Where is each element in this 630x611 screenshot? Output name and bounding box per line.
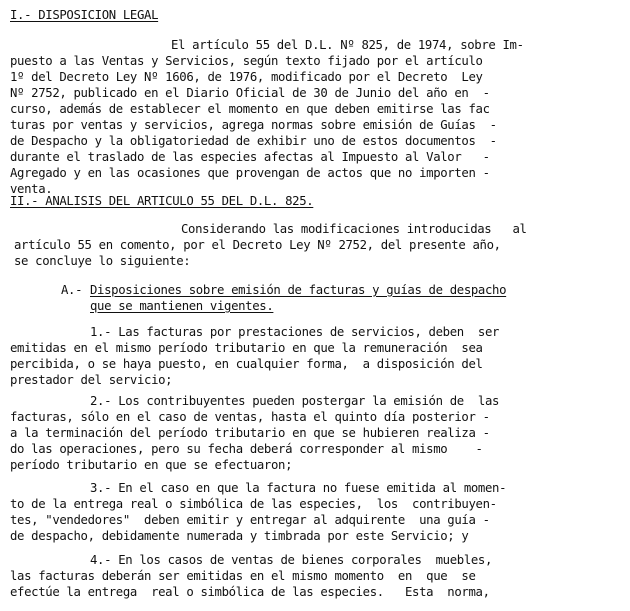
text-line: 1.- Las facturas por prestaciones de servicios, deben ser <box>90 325 500 339</box>
section-heading-analysis: II.- ANALISIS DEL ARTICULO 55 DEL D.L. 825. <box>10 194 314 208</box>
text-line: Agregado y en las ocasiones que provengan de actos que no importen - <box>10 166 490 180</box>
text-line: curso, además de establecer el momento en que deben emitirse las fac <box>10 102 490 116</box>
text-line: 1º del Decreto Ley Nº 1606, de 1976, modificado por el Decreto Ley <box>10 70 483 84</box>
text-line: durante el traslado de las especies afectas al Impuesto al Valor - <box>10 150 490 164</box>
subsection-label: A.- <box>61 283 83 297</box>
text-line: emitidas en el mismo período tributario en que la remuneración sea <box>10 341 483 355</box>
text-line: se concluye lo siguiente: <box>14 254 191 268</box>
text-line: prestador del servicio; <box>10 373 173 387</box>
text-line: facturas, sólo en el caso de ventas, hasta el quinto día posterior - <box>10 410 490 424</box>
text-line: las facturas deberán ser emitidas en el mismo momento en que se <box>10 569 476 583</box>
text-line: de despacho, debidamente numerada y timbrada por este Servicio; y <box>10 529 469 543</box>
text-line: 3.- En el caso en que la factura no fuese emitida al momen- <box>90 481 507 495</box>
text-line: artículo 55 en comento, por el Decreto Ley Nº 2752, del presente año, <box>14 238 501 252</box>
text-line: to de la entrega real o simbólica de las especies, los contribuyen- <box>10 497 497 511</box>
text-line: puesto a las Ventas y Servicios, según texto fijado por el artículo <box>10 54 483 68</box>
text-line: 2.- Los contribuyentes pueden postergar la emisión de las <box>90 394 500 408</box>
text-line: efectúe la entrega real o simbólica de las especies. Esta norma, <box>10 585 490 599</box>
subsection-title: que se mantienen vigentes. <box>90 299 274 313</box>
text-line: período tributario en que se efectuaron; <box>10 458 293 472</box>
text-line: percibida, o se haya puesto, en cualquier forma, a disposición del <box>10 357 483 371</box>
text-line: tes, "vendedores" deben emitir y entregar al adquirente una guía - <box>10 513 490 527</box>
text-line: venta. <box>10 182 53 196</box>
text-line: de Despacho y la obligatoriedad de exhibir uno de estos documentos - <box>10 134 497 148</box>
text-line: a la terminación del período tributario en que se hubieren realiza - <box>10 426 490 440</box>
text-line: Considerando las modificaciones introducidas al <box>181 222 527 236</box>
section-heading-legal: I.- DISPOSICION LEGAL <box>10 8 159 22</box>
text-line: Nº 2752, publicado en el Diario Oficial de 30 de Junio del año en - <box>10 86 490 100</box>
text-line: 4.- En los casos de ventas de bienes corporales muebles, <box>90 553 493 567</box>
subsection-title: Disposiciones sobre emisión de facturas y guías de despacho <box>90 283 507 297</box>
text-line: do las operaciones, pero su fecha deberá corresponder al mismo - <box>10 442 483 456</box>
text-line: El artículo 55 del D.L. Nº 825, de 1974, sobre Im- <box>171 38 524 52</box>
text-line: turas por ventas y servicios, agrega normas sobre emisión de Guías - <box>10 118 497 132</box>
